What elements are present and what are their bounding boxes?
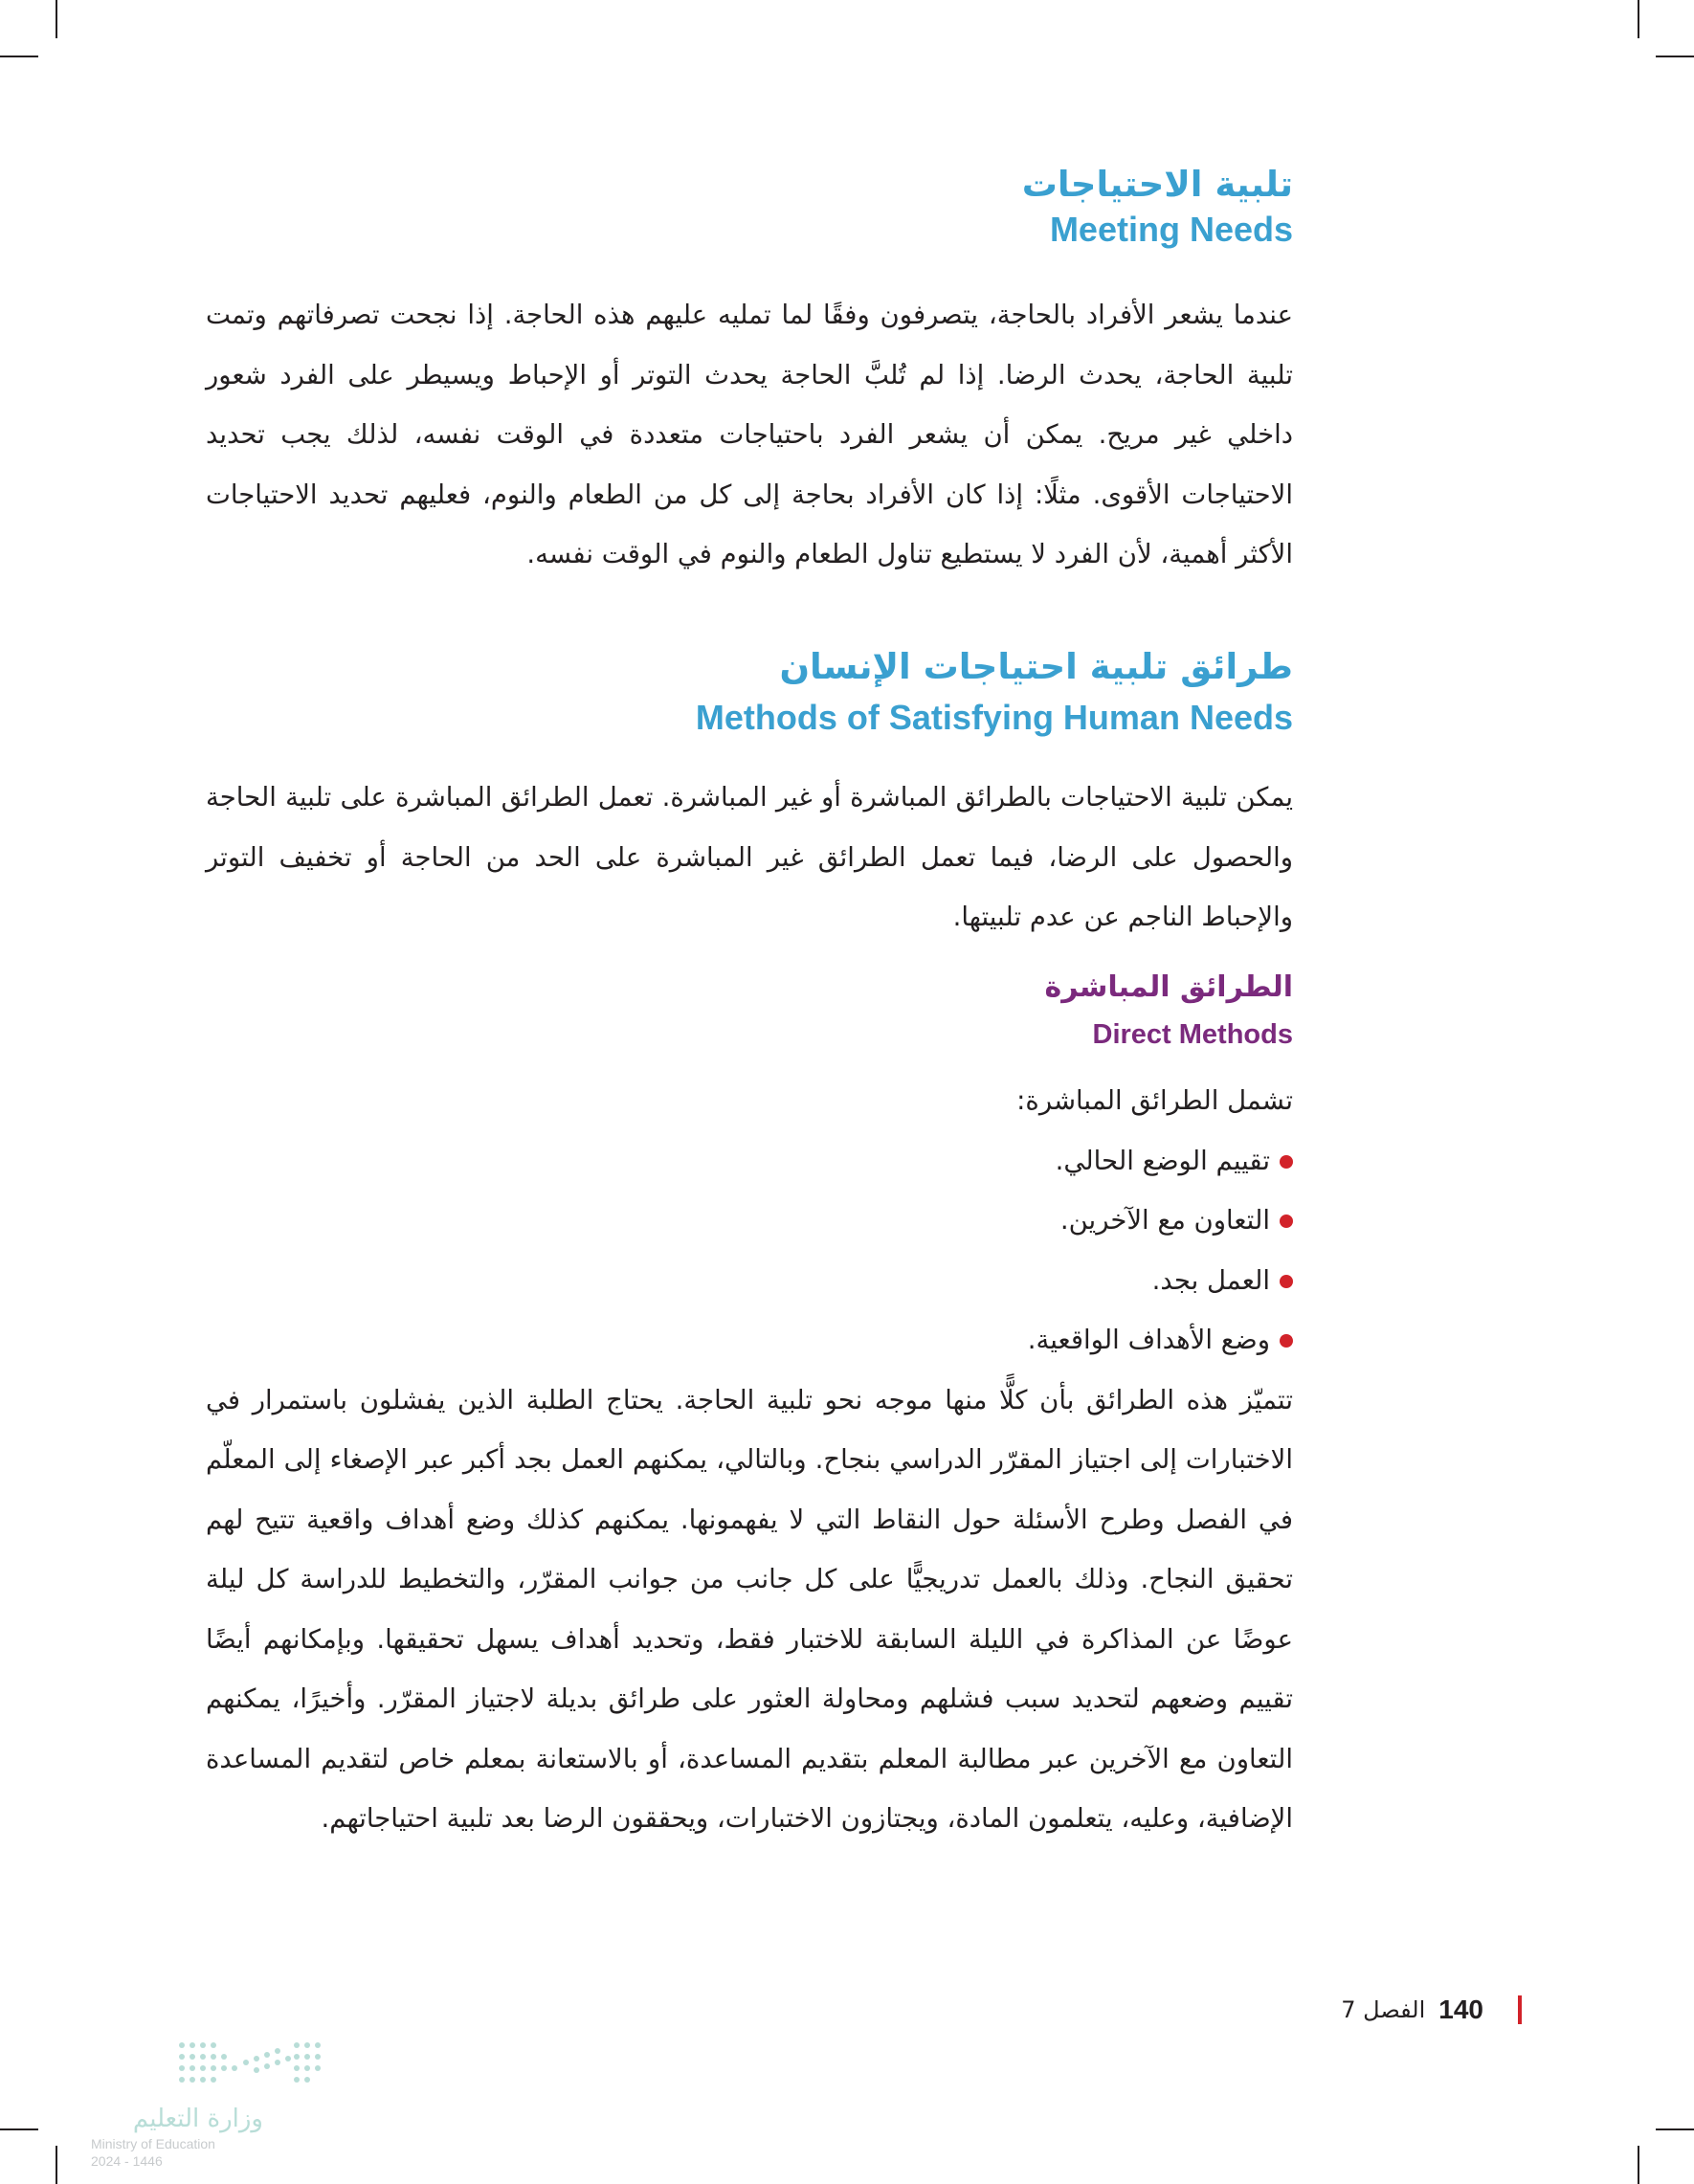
heading-ar: طرائق تلبية احتياجات الإنسان [779, 646, 1293, 687]
list-item: التعاون مع الآخرين. [206, 1191, 1293, 1251]
bullet-icon [1280, 1155, 1293, 1169]
section-meeting-needs [206, 161, 1293, 585]
list-item: العمل بجد. [206, 1251, 1293, 1311]
logo-year: 2024 - 1446 [91, 2153, 163, 2169]
subheading-en: Direct Methods [1092, 1019, 1293, 1050]
crop-mark [1638, 2146, 1639, 2184]
list-intro: تشمل الطرائق المباشرة: [1016, 1085, 1293, 1116]
page-footer [1341, 1991, 1522, 2029]
crop-mark [56, 0, 57, 38]
paragraph: تتميّز هذه الطرائق بأن كلًّا منها موجه نحو تلبية الحاجة. يحتاج الطلبة الذين يفشلون باستمرار في الاختبارات إلى اجتياز المقرّر الدراسي بنجاح. وبالتالي، يمكنهم العمل بجد أكبر عبر الإصغاء إلى المعلّم في الفصل وطرح الأسئلة حول النقاط التي لا يفهمونها. يمكنهم كذلك وضع أهداف واقعية تتيح لهم تحقيق النجاح. وذلك بالعمل تدريجيًّا على كل جانب من جوانب المقرّر، والتخطيط للدراسة كل ليلة عوضًا عن المذاكرة في الليلة السابقة للاختبار فقط، وتحديد أهداف يسهل تحقيقها. وبإمكانهم أيضًا تقييم وضعهم لتحديد سبب فشلهم ومحاولة العثور على طرائق بديلة لاجتياز المقرّر. وأخيرًا، يمكنهم التعاون مع الآخرين عبر مطالبة المعلم بتقديم المساعدة، أو بالاستعانة بمعلم خاص لتقديم المساعدة الإضافية، وعليه، يتعلمون المادة، ويجتازون الاختبارات، ويحققون الرضا بعد تلبية احتياجاتهم. [206, 1384, 1293, 1834]
subheading-ar: الطرائق المباشرة [1044, 970, 1293, 1004]
logo-dots-icon [91, 2034, 359, 2101]
list-item: وضع الأهداف الواقعية. [206, 1310, 1293, 1371]
paragraph: يمكن تلبية الاحتياجات بالطرائق المباشرة أو غير المباشرة. تعمل الطرائق المباشرة على تلبية الحاجة والحصول على الرضا، فيما تعمل الطرائق غير المباشرة على الحد من الحاجة أو تخفيف التوتر والإحباط الناجم عن عدم تلبيتها. [206, 782, 1293, 932]
crop-mark [1638, 0, 1639, 38]
heading-ar: تلبية الاحتياجات [1021, 164, 1293, 205]
ministry-logo [91, 2034, 359, 2177]
footer-divider [1518, 1995, 1522, 2024]
logo-text-en: Ministry of Education [91, 2136, 215, 2151]
crop-mark [1656, 56, 1694, 57]
crop-mark [1656, 2128, 1694, 2130]
list-item: تقييم الوضع الحالي. [206, 1131, 1293, 1192]
chapter-label: الفصل 7 [1341, 1996, 1426, 2023]
heading-en: Meeting Needs [1049, 210, 1293, 249]
bullet-icon [1280, 1215, 1293, 1228]
direct-methods-list [206, 1131, 1293, 1371]
crop-mark [0, 2128, 38, 2130]
bullet-icon [1280, 1334, 1293, 1348]
crop-mark [0, 56, 38, 57]
crop-mark [56, 2146, 57, 2184]
bullet-icon [1280, 1275, 1293, 1288]
logo-text-ar: وزارة التعليم [132, 2105, 263, 2133]
heading-en: Methods of Satisfying Human Needs [695, 698, 1293, 737]
paragraph: عندما يشعر الأفراد بالحاجة، يتصرفون وفقًا لما تمليه عليهم هذه الحاجة. إذا نجحت تصرفاتهم وتمت تلبية الحاجة، يحدث الرضا. إذا لم تُلبَّ الحاجة يحدث التوتر أو الإحباط ويسيطر على الفرد شعور داخلي غير مريح. يمكن أن يشعر الفرد باحتياجات متعددة في الوقت نفسه، لذلك يجب تحديد الاحتياجات الأقوى. مثلًا: إذا كان الأفراد بحاجة إلى كل من الطعام والنوم، فعليهم تحديد الاحتياجات الأكثر أهمية، لأن الفرد لا يستطيع تناول الطعام والنوم في الوقت نفسه. [206, 300, 1293, 569]
page-number: 140 [1438, 1995, 1483, 2024]
section-direct-methods [206, 968, 1293, 1849]
section-methods [206, 643, 1293, 947]
